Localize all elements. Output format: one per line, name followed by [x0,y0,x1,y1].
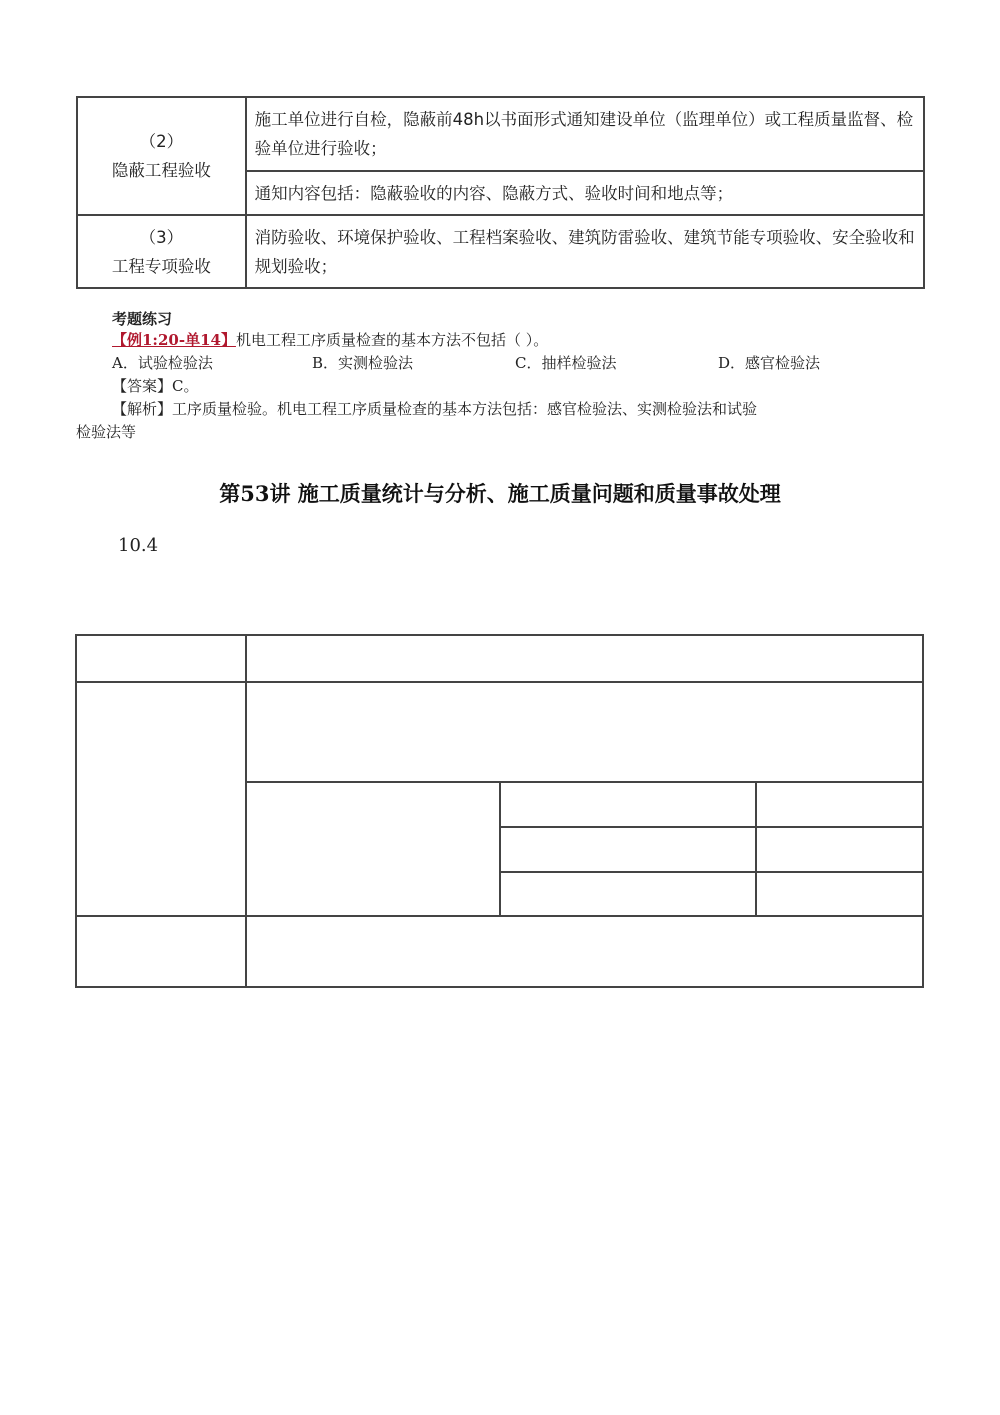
acceptance-table [76,96,925,289]
table-cell [246,97,924,171]
table-divider [499,871,922,873]
row-name: 工程专项验收 [111,256,211,276]
table-divider [245,781,922,783]
table-cell [246,171,924,215]
option-a: A．试验检验法 [112,354,213,372]
table-row-label [77,215,246,288]
table-divider [245,636,247,986]
table-divider [77,681,922,683]
practice-heading: 考题练习 [112,310,173,328]
lecture-title: 第53讲 施工质量统计与分析、施工质量问题和质量事故处理 [219,481,781,506]
table-cell [246,215,924,288]
practice-analysis-line1: 【解析】工序质量检验。机电工程工序质量检查的基本方法包括：感官检验法、实测检验法和试验 [112,400,758,418]
row-name: 隐蔽工程验收 [111,161,211,180]
practice-question: 机电工程工序质量检查的基本方法不包括（ ）。 [235,331,549,349]
cell-text: 施工单位进行自检，隐蔽前48h以书面形式通知建设单位（监理单位）或工程质量监督、检验单位进行验收； [254,110,914,158]
row-number: （2） [139,132,184,151]
table-divider [499,781,501,917]
practice-options [112,352,820,374]
cell-text: 消防验收、环境保护验收、工程档案验收、建筑防雷验收、建筑节能专项验收、安全验收和规划验收； [254,227,915,276]
table-divider [499,826,922,828]
option-d: D．感官检验法 [718,354,821,372]
row-number: （3） [139,227,184,247]
practice-question-line [112,329,548,351]
practice-analysis-line2: 检验法等 [76,423,137,441]
practice-answer: 【答案】C。 [112,377,199,395]
section-number: 10.4 [118,535,159,556]
table-row-label [77,97,246,215]
option-c: C．抽样检验法 [515,354,617,372]
empty-table [75,634,924,988]
cell-text: 通知内容包括：隐蔽验收的内容、隐蔽方式、验收时间和地点等； [254,183,734,203]
example-tag: 【例1:20-单14】 [112,331,236,349]
table-divider [755,781,757,917]
option-b: B．实测检验法 [312,354,414,372]
